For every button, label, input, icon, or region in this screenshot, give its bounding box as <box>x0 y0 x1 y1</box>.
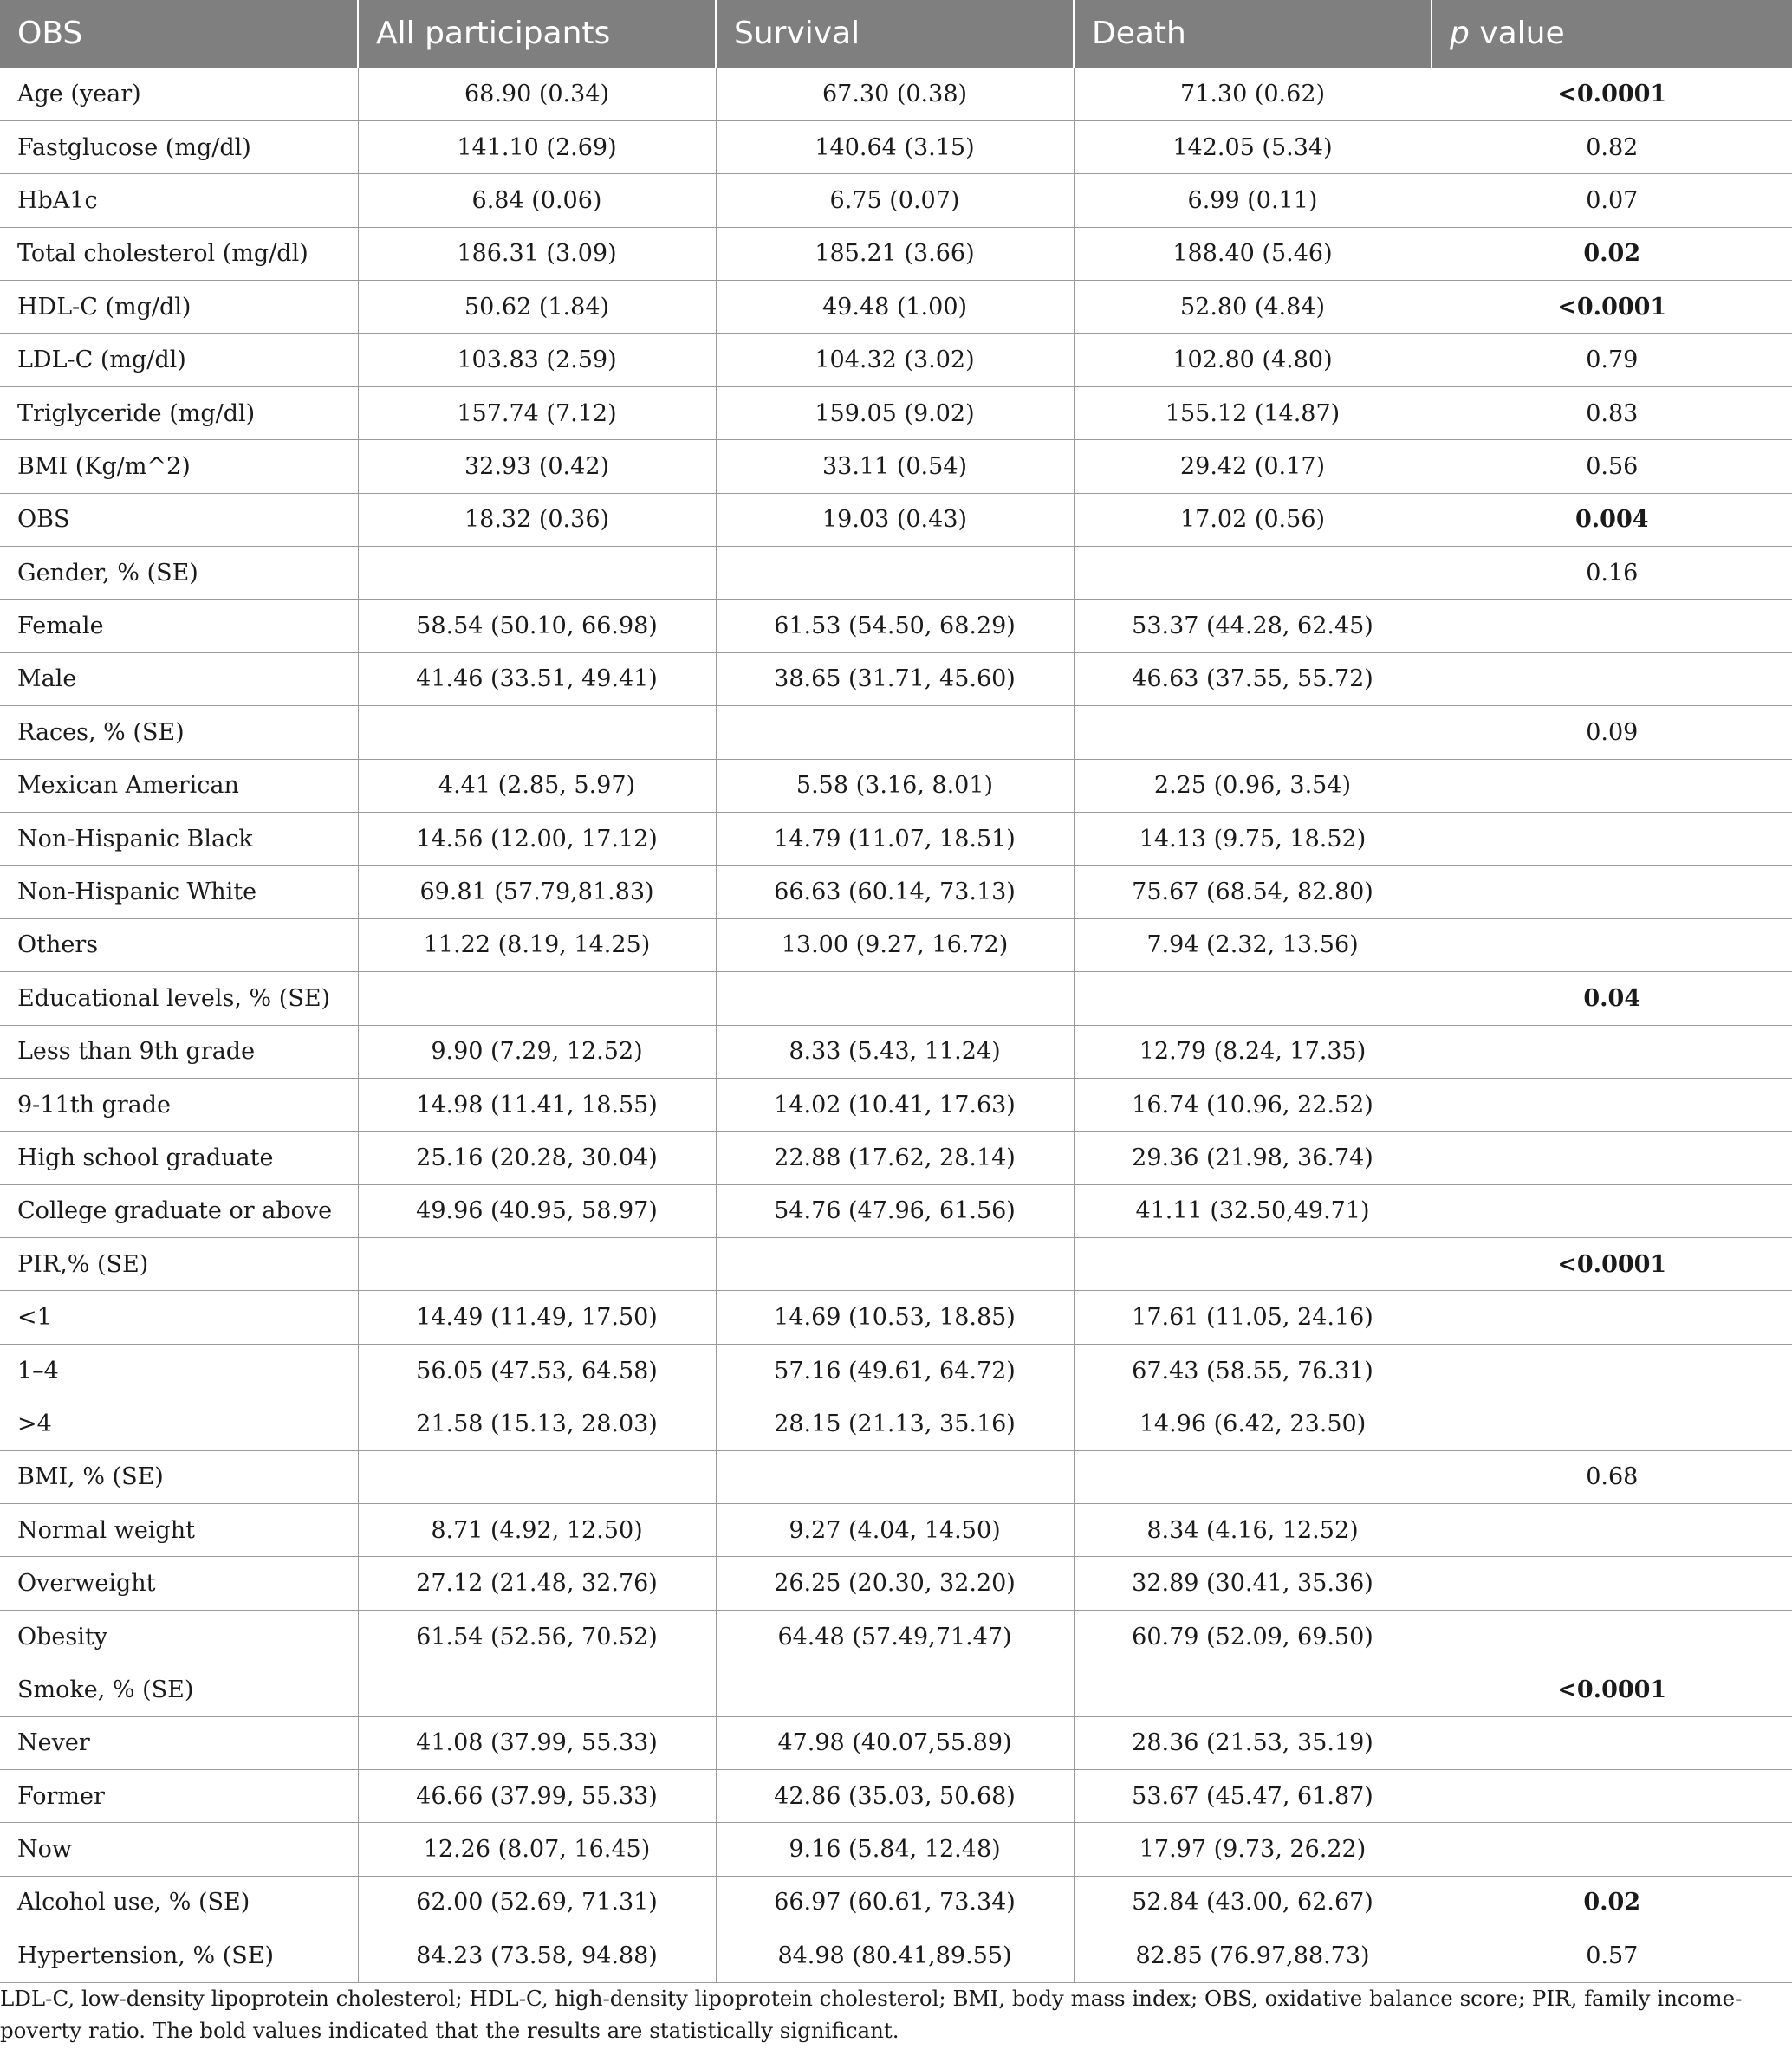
cell-p-value: 0.79 <box>1432 334 1792 386</box>
cell-survival: 66.97 (60.61, 73.34) <box>716 1876 1074 1929</box>
cell-p-value: 0.57 <box>1432 1929 1792 1982</box>
cell-p-value <box>1432 918 1792 971</box>
table-row <box>0 1344 1792 1397</box>
cell-death: 12.79 (8.24, 17.35) <box>1074 1025 1432 1078</box>
cell-p-value: <0.0001 <box>1432 1663 1792 1716</box>
header-all-participants: All participants <box>358 0 716 68</box>
row-label: 1–4 <box>0 1344 358 1397</box>
cell-death: 16.74 (10.96, 22.52) <box>1074 1078 1432 1131</box>
cell-death: 6.99 (0.11) <box>1074 174 1432 227</box>
cell-death <box>1074 972 1432 1025</box>
table-row <box>0 1876 1792 1929</box>
cell-all-participants <box>358 706 716 759</box>
cell-all-participants <box>358 1663 716 1716</box>
cell-survival <box>716 1238 1074 1291</box>
header-survival: Survival <box>716 0 1074 68</box>
cell-all-participants: 14.49 (11.49, 17.50) <box>358 1291 716 1344</box>
cell-death: 71.30 (0.62) <box>1074 68 1432 120</box>
cell-p-value: 0.02 <box>1432 227 1792 280</box>
cell-death: 7.94 (2.32, 13.56) <box>1074 918 1432 971</box>
header-p-label: value <box>1479 16 1565 52</box>
cell-survival: 47.98 (40.07,55.89) <box>716 1716 1074 1769</box>
cell-all-participants: 157.74 (7.12) <box>358 386 716 439</box>
cell-all-participants <box>358 972 716 1025</box>
cell-all-participants: 56.05 (47.53, 64.58) <box>358 1344 716 1397</box>
cell-survival <box>716 1450 1074 1503</box>
row-label: <1 <box>0 1291 358 1344</box>
row-label: Gender, % (SE) <box>0 547 358 600</box>
cell-p-value <box>1432 1184 1792 1237</box>
cell-survival: 14.79 (11.07, 18.51) <box>716 812 1074 865</box>
row-label: Triglyceride (mg/dl) <box>0 386 358 439</box>
cell-all-participants <box>358 1450 716 1503</box>
cell-survival: 64.48 (57.49,71.47) <box>716 1610 1074 1663</box>
table-row <box>0 493 1792 546</box>
row-label: HbA1c <box>0 174 358 227</box>
cell-death: 53.67 (45.47, 61.87) <box>1074 1770 1432 1823</box>
cell-p-value: 0.16 <box>1432 547 1792 600</box>
row-label: Mexican American <box>0 759 358 812</box>
header-death: Death <box>1074 0 1432 68</box>
cell-survival: 54.76 (47.96, 61.56) <box>716 1184 1074 1237</box>
table-row <box>0 1025 1792 1078</box>
cell-p-value <box>1432 1344 1792 1397</box>
row-label: BMI (Kg/m^2) <box>0 440 358 493</box>
row-label: Non-Hispanic Black <box>0 812 358 865</box>
cell-p-value <box>1432 1504 1792 1557</box>
cell-p-value <box>1432 1291 1792 1344</box>
header-p-symbol: p <box>1450 16 1470 52</box>
table-row <box>0 1663 1792 1716</box>
cell-p-value <box>1432 1557 1792 1610</box>
row-label: >4 <box>0 1397 358 1450</box>
cell-death: 17.97 (9.73, 26.22) <box>1074 1823 1432 1876</box>
table-footnote: LDL-C, low-density lipoprotein cholesterol; HDL-C, high-density lipoprotein cholesterol; BMI, body mass index; OBS, oxidative balance score; PIR, family income-poverty ratio. The bold values indicated that the results are statistically significant. <box>0 1986 1743 2043</box>
cell-all-participants: 18.32 (0.36) <box>358 493 716 546</box>
cell-death: 14.13 (9.75, 18.52) <box>1074 812 1432 865</box>
row-label: OBS <box>0 493 358 546</box>
cell-survival: 159.05 (9.02) <box>716 386 1074 439</box>
cell-p-value: 0.68 <box>1432 1450 1792 1503</box>
cell-all-participants: 6.84 (0.06) <box>358 174 716 227</box>
cell-all-participants: 103.83 (2.59) <box>358 334 716 386</box>
cell-survival: 61.53 (54.50, 68.29) <box>716 600 1074 652</box>
table-row <box>0 706 1792 759</box>
cell-all-participants: 8.71 (4.92, 12.50) <box>358 1504 716 1557</box>
table-row <box>0 1450 1792 1503</box>
table-row <box>0 1397 1792 1450</box>
cell-survival <box>716 1663 1074 1716</box>
cell-survival: 28.15 (21.13, 35.16) <box>716 1397 1074 1450</box>
cell-p-value <box>1432 1610 1792 1663</box>
row-label: 9-11th grade <box>0 1078 358 1131</box>
cell-all-participants: 62.00 (52.69, 71.31) <box>358 1876 716 1929</box>
table-row <box>0 1770 1792 1823</box>
table-row <box>0 1929 1792 1982</box>
cell-death: 29.42 (0.17) <box>1074 440 1432 493</box>
cell-all-participants: 46.66 (37.99, 55.33) <box>358 1770 716 1823</box>
cell-death: 102.80 (4.80) <box>1074 334 1432 386</box>
row-label: Others <box>0 918 358 971</box>
cell-p-value <box>1432 1078 1792 1131</box>
table-row <box>0 1078 1792 1131</box>
cell-death: 142.05 (5.34) <box>1074 120 1432 173</box>
cell-p-value: <0.0001 <box>1432 1238 1792 1291</box>
cell-all-participants: 14.98 (11.41, 18.55) <box>358 1078 716 1131</box>
cell-death: 60.79 (52.09, 69.50) <box>1074 1610 1432 1663</box>
cell-survival: 67.30 (0.38) <box>716 68 1074 120</box>
cell-all-participants: 4.41 (2.85, 5.97) <box>358 759 716 812</box>
cell-survival: 14.69 (10.53, 18.85) <box>716 1291 1074 1344</box>
row-label: Less than 9th grade <box>0 1025 358 1078</box>
cell-death: 188.40 (5.46) <box>1074 227 1432 280</box>
cell-survival: 9.27 (4.04, 14.50) <box>716 1504 1074 1557</box>
cell-survival: 42.86 (35.03, 50.68) <box>716 1770 1074 1823</box>
cell-all-participants: 68.90 (0.34) <box>358 68 716 120</box>
cell-all-participants: 186.31 (3.09) <box>358 227 716 280</box>
cell-death <box>1074 1450 1432 1503</box>
row-label: High school graduate <box>0 1132 358 1184</box>
table-row <box>0 866 1792 918</box>
cell-survival: 38.65 (31.71, 45.60) <box>716 652 1074 705</box>
cell-p-value <box>1432 600 1792 652</box>
cell-p-value: 0.82 <box>1432 120 1792 173</box>
table-row <box>0 972 1792 1025</box>
header-p-value <box>1432 0 1792 68</box>
cell-all-participants: 9.90 (7.29, 12.52) <box>358 1025 716 1078</box>
row-label: HDL-C (mg/dl) <box>0 281 358 334</box>
row-label: Hypertension, % (SE) <box>0 1929 358 1982</box>
cell-death: 52.84 (43.00, 62.67) <box>1074 1876 1432 1929</box>
cell-death: 75.67 (68.54, 82.80) <box>1074 866 1432 918</box>
row-label: Former <box>0 1770 358 1823</box>
cell-p-value: 0.56 <box>1432 440 1792 493</box>
cell-p-value <box>1432 759 1792 812</box>
table-row <box>0 600 1792 652</box>
table-row <box>0 1610 1792 1663</box>
cell-survival: 26.25 (20.30, 32.20) <box>716 1557 1074 1610</box>
cell-p-value <box>1432 1823 1792 1876</box>
table-row <box>0 1823 1792 1876</box>
cell-p-value <box>1432 652 1792 705</box>
cell-survival <box>716 706 1074 759</box>
table-row <box>0 547 1792 600</box>
table-row <box>0 440 1792 493</box>
cell-all-participants: 41.46 (33.51, 49.41) <box>358 652 716 705</box>
cell-p-value <box>1432 1132 1792 1184</box>
row-label: Obesity <box>0 1610 358 1663</box>
cell-p-value: 0.83 <box>1432 386 1792 439</box>
table-row <box>0 1504 1792 1557</box>
cell-death: 52.80 (4.84) <box>1074 281 1432 334</box>
table-row <box>0 68 1792 120</box>
row-label: Total cholesterol (mg/dl) <box>0 227 358 280</box>
header-row <box>0 0 1792 68</box>
cell-survival: 57.16 (49.61, 64.72) <box>716 1344 1074 1397</box>
row-label: Fastglucose (mg/dl) <box>0 120 358 173</box>
row-label: Age (year) <box>0 68 358 120</box>
cell-all-participants <box>358 547 716 600</box>
cell-death: 8.34 (4.16, 12.52) <box>1074 1504 1432 1557</box>
cell-all-participants: 14.56 (12.00, 17.12) <box>358 812 716 865</box>
table-row <box>0 174 1792 227</box>
cell-all-participants: 11.22 (8.19, 14.25) <box>358 918 716 971</box>
cell-all-participants: 12.26 (8.07, 16.45) <box>358 1823 716 1876</box>
cell-survival: 84.98 (80.41,89.55) <box>716 1929 1074 1982</box>
cell-death <box>1074 1663 1432 1716</box>
table-row <box>0 1238 1792 1291</box>
cell-survival: 9.16 (5.84, 12.48) <box>716 1823 1074 1876</box>
cell-survival: 19.03 (0.43) <box>716 493 1074 546</box>
cell-death: 17.02 (0.56) <box>1074 493 1432 546</box>
cell-survival <box>716 972 1074 1025</box>
cell-death <box>1074 547 1432 600</box>
cell-p-value: <0.0001 <box>1432 68 1792 120</box>
table-header <box>0 0 1792 68</box>
cell-death: 155.12 (14.87) <box>1074 386 1432 439</box>
row-label: BMI, % (SE) <box>0 1450 358 1503</box>
table-row <box>0 1291 1792 1344</box>
cell-p-value <box>1432 1397 1792 1450</box>
cell-survival: 13.00 (9.27, 16.72) <box>716 918 1074 971</box>
cell-death: 2.25 (0.96, 3.54) <box>1074 759 1432 812</box>
cell-all-participants: 27.12 (21.48, 32.76) <box>358 1557 716 1610</box>
cell-survival: 33.11 (0.54) <box>716 440 1074 493</box>
cell-all-participants: 141.10 (2.69) <box>358 120 716 173</box>
row-label: LDL-C (mg/dl) <box>0 334 358 386</box>
table-row <box>0 1716 1792 1769</box>
cell-survival: 8.33 (5.43, 11.24) <box>716 1025 1074 1078</box>
row-label: Male <box>0 652 358 705</box>
table-row <box>0 1557 1792 1610</box>
row-label: College graduate or above <box>0 1184 358 1237</box>
cell-survival: 5.58 (3.16, 8.01) <box>716 759 1074 812</box>
cell-p-value: 0.004 <box>1432 493 1792 546</box>
cell-survival: 49.48 (1.00) <box>716 281 1074 334</box>
row-label: Educational levels, % (SE) <box>0 972 358 1025</box>
row-label: Smoke, % (SE) <box>0 1663 358 1716</box>
cell-all-participants: 49.96 (40.95, 58.97) <box>358 1184 716 1237</box>
cell-death <box>1074 706 1432 759</box>
table-body <box>0 68 1792 1982</box>
cell-survival: 104.32 (3.02) <box>716 334 1074 386</box>
cell-all-participants: 61.54 (52.56, 70.52) <box>358 1610 716 1663</box>
row-label: Overweight <box>0 1557 358 1610</box>
row-label: Normal weight <box>0 1504 358 1557</box>
cell-all-participants: 69.81 (57.79,81.83) <box>358 866 716 918</box>
cell-survival: 66.63 (60.14, 73.13) <box>716 866 1074 918</box>
table-row <box>0 652 1792 705</box>
table-row <box>0 1132 1792 1184</box>
cell-all-participants: 58.54 (50.10, 66.98) <box>358 600 716 652</box>
row-label: Non-Hispanic White <box>0 866 358 918</box>
cell-all-participants: 41.08 (37.99, 55.33) <box>358 1716 716 1769</box>
cell-death: 28.36 (21.53, 35.19) <box>1074 1716 1432 1769</box>
cell-p-value <box>1432 1025 1792 1078</box>
table-row <box>0 281 1792 334</box>
cell-all-participants: 84.23 (73.58, 94.88) <box>358 1929 716 1982</box>
cell-death: 46.63 (37.55, 55.72) <box>1074 652 1432 705</box>
cell-all-participants: 25.16 (20.28, 30.04) <box>358 1132 716 1184</box>
header-obs: OBS <box>0 0 358 68</box>
cell-survival <box>716 547 1074 600</box>
cell-death: 14.96 (6.42, 23.50) <box>1074 1397 1432 1450</box>
table-row <box>0 227 1792 280</box>
cell-death: 41.11 (32.50,49.71) <box>1074 1184 1432 1237</box>
cell-p-value <box>1432 812 1792 865</box>
cell-death: 32.89 (30.41, 35.36) <box>1074 1557 1432 1610</box>
cell-survival: 185.21 (3.66) <box>716 227 1074 280</box>
cell-all-participants <box>358 1238 716 1291</box>
cell-death: 67.43 (58.55, 76.31) <box>1074 1344 1432 1397</box>
table-row <box>0 120 1792 173</box>
cell-all-participants: 21.58 (15.13, 28.03) <box>358 1397 716 1450</box>
row-label: Female <box>0 600 358 652</box>
table-row <box>0 918 1792 971</box>
cell-p-value: 0.09 <box>1432 706 1792 759</box>
cell-all-participants: 32.93 (0.42) <box>358 440 716 493</box>
cell-all-participants: 50.62 (1.84) <box>358 281 716 334</box>
row-label: Races, % (SE) <box>0 706 358 759</box>
cell-p-value: 0.07 <box>1432 174 1792 227</box>
cell-p-value: 0.04 <box>1432 972 1792 1025</box>
cell-survival: 22.88 (17.62, 28.14) <box>716 1132 1074 1184</box>
row-label: Now <box>0 1823 358 1876</box>
cell-p-value: <0.0001 <box>1432 281 1792 334</box>
cell-survival: 140.64 (3.15) <box>716 120 1074 173</box>
cell-survival: 14.02 (10.41, 17.63) <box>716 1078 1074 1131</box>
cell-death <box>1074 1238 1432 1291</box>
table-row <box>0 759 1792 812</box>
table-row <box>0 386 1792 439</box>
cell-survival: 6.75 (0.07) <box>716 174 1074 227</box>
cell-death: 29.36 (21.98, 36.74) <box>1074 1132 1432 1184</box>
cell-death: 17.61 (11.05, 24.16) <box>1074 1291 1432 1344</box>
cell-p-value <box>1432 866 1792 918</box>
table-row <box>0 812 1792 865</box>
cell-death: 53.37 (44.28, 62.45) <box>1074 600 1432 652</box>
row-label: Alcohol use, % (SE) <box>0 1876 358 1929</box>
cell-death: 82.85 (76.97,88.73) <box>1074 1929 1432 1982</box>
row-label: PIR,% (SE) <box>0 1238 358 1291</box>
table-row <box>0 334 1792 386</box>
cell-p-value <box>1432 1716 1792 1769</box>
cell-p-value: 0.02 <box>1432 1876 1792 1929</box>
row-label: Never <box>0 1716 358 1769</box>
table-row <box>0 1184 1792 1237</box>
cell-p-value <box>1432 1770 1792 1823</box>
